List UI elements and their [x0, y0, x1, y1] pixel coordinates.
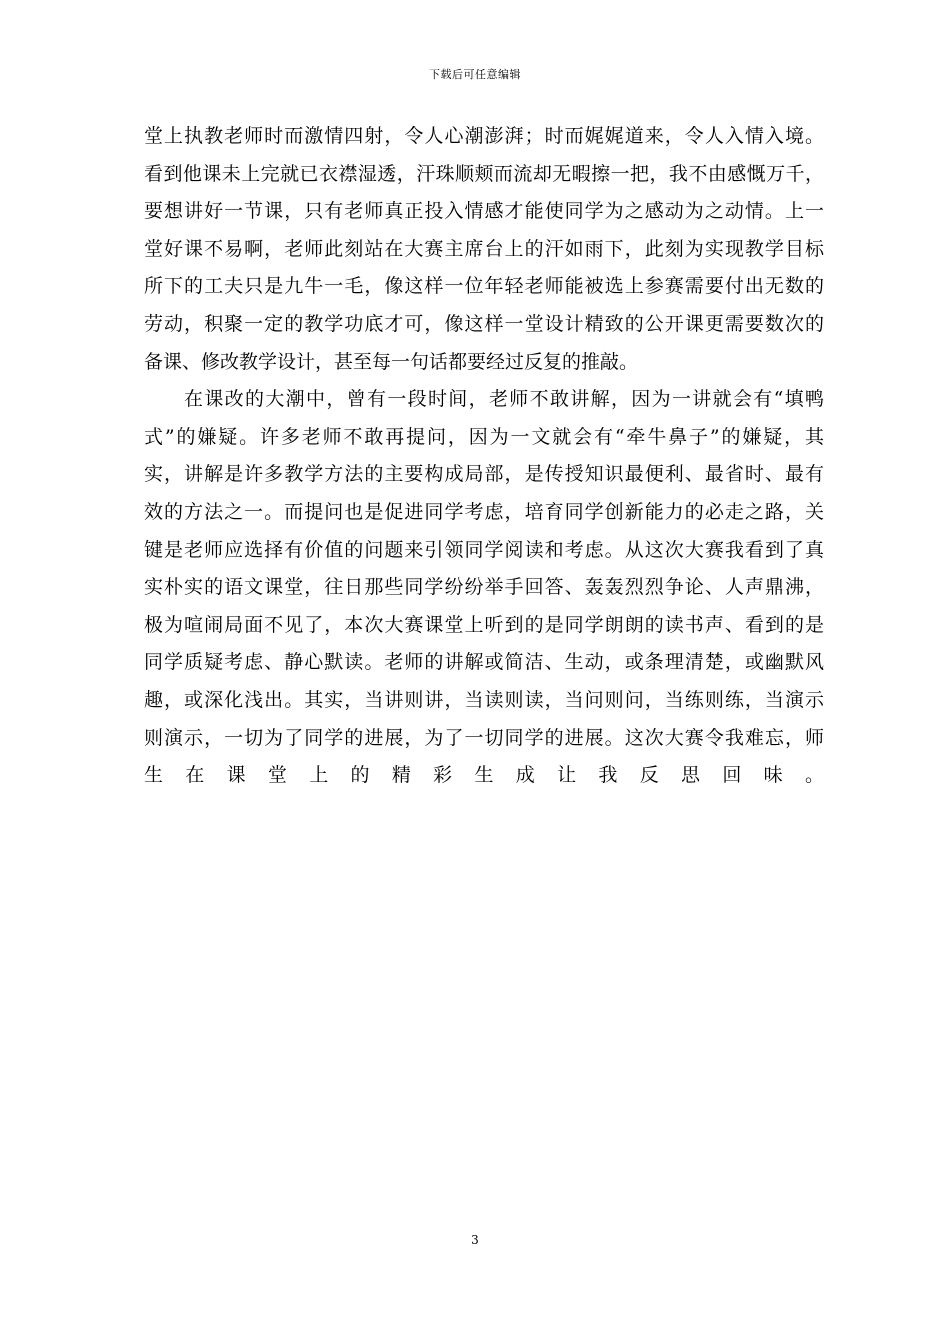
header-note: 下载后可任意编辑: [429, 68, 521, 81]
text-line: 要想讲好一节课，只有老师真正投入情感才能使同学为之感动为之动情。上一: [144, 200, 824, 223]
text-line: 实朴实的语文课堂，往日那些同学纷纷举手回答、轰轰烈烈争论、人声鼎沸，: [144, 576, 824, 599]
text-line: 键是老师应选择有价值的问题来引领同学阅读和考虑。从这次大赛我看到了真: [144, 538, 824, 561]
text-line: 生在课堂上的精彩生成让我反思回味。: [144, 764, 824, 787]
text-line: 备课、修改教学设计，甚至每一句话都要经过反复的推敲。: [144, 350, 639, 373]
text-line: 实，讲解是许多教学方法的主要构成局部，是传授知识最便利、最省时、最有: [144, 463, 824, 486]
text-line: 堂上执教老师时而激情四射，令人心潮澎湃；时而娓娓道来，令人入情入境。: [144, 125, 824, 147]
page-number: 3: [471, 1233, 479, 1247]
document-body: [144, 118, 824, 870]
text-line: 极为喧闹局面不见了，本次大赛课堂上听到的是同学朗朗的读书声、看到的是: [144, 613, 824, 636]
text-line: 看到他课未上完就已衣襟湿透，汗珠顺颊而流却无暇擦一把，我不由感慨万千，: [144, 162, 824, 185]
text-line: [144, 832, 824, 870]
text-line: 所下的工夫只是九牛一毛，像这样一位年轻老师能被选上参赛需要付出无数的: [144, 275, 824, 298]
text-line: 式”的嫌疑。许多老师不敢再提问，因为一文就会有“牵牛鼻子”的嫌疑，其: [144, 425, 824, 448]
text-line: 效的方法之一。而提问也是促进同学考虑，培育同学创新能力的必走之路，关: [144, 500, 824, 523]
paragraph-1: [144, 118, 824, 381]
text-line: 劳动，积聚一定的教学功底才可，像这样一堂设计精致的公开课更需要数次的: [144, 312, 824, 335]
paragraph-2: [144, 381, 824, 870]
text-line: 趣，或深化浅出。其实，当讲则讲，当读则读，当问则问，当练则练，当演示: [144, 688, 824, 711]
text-line: 同学质疑考虑、静心默读。老师的讲解或简洁、生动，或条理清楚，或幽默风: [144, 651, 824, 674]
text-line: 堂好课不易啊，老师此刻站在大赛主席台上的汗如雨下，此刻为实现教学目标: [144, 237, 824, 260]
text-line: [144, 795, 824, 833]
text-line: 在课改的大潮中，曾有一段时间，老师不敢讲解，因为一讲就会有“填鸭: [184, 388, 824, 411]
text-line: 则演示，一切为了同学的进展，为了一切同学的进展。这次大赛令我难忘，师: [144, 726, 824, 749]
